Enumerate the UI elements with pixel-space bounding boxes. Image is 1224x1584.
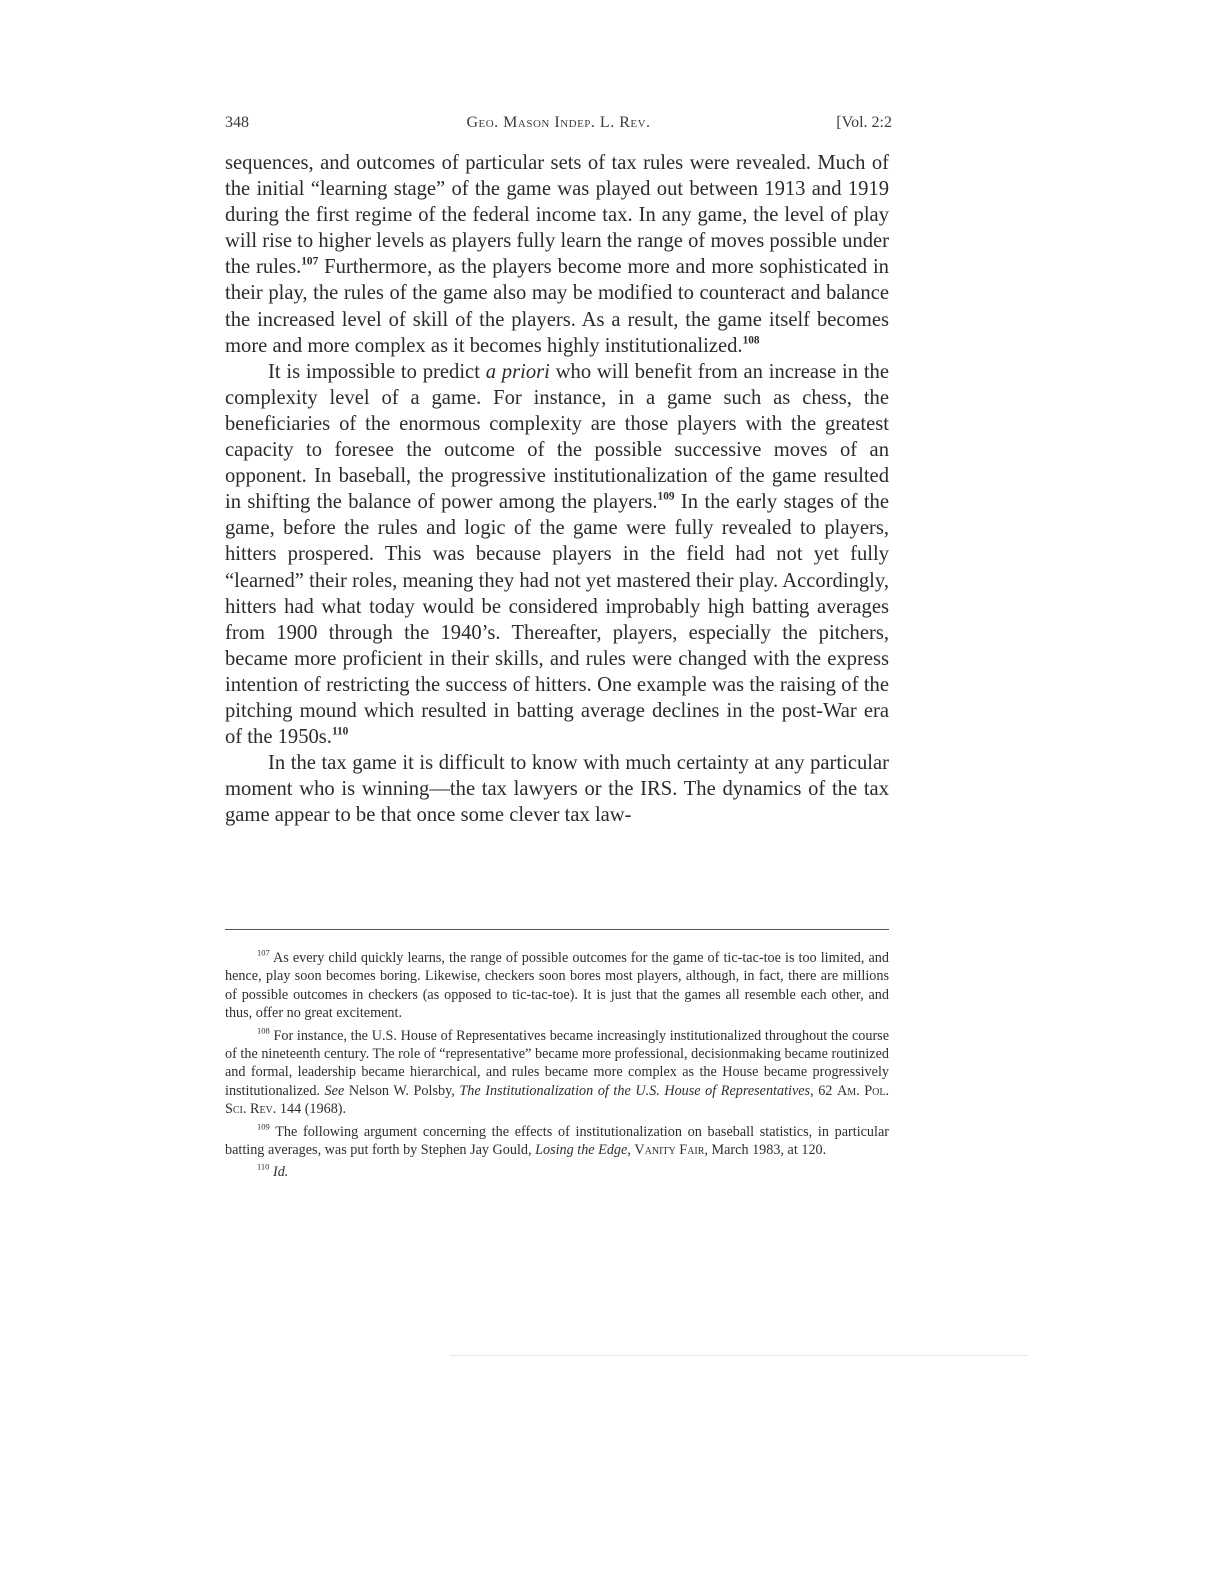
journal-title: Geo. Mason Indep. L. Rev. — [466, 114, 651, 131]
volume-label: [Vol. 2:2 — [836, 114, 892, 131]
footnote-107: $^{107}$ As every child quickly learns, the range of possible outcomes for the game of tic-tac-toe is too limited, and hence, play soon becomes boring. Likewise, checkers soon bores most players, although, in fact, there are millions of possible outcomes in checkers (as opposed to tic-tac-toe). It is just that the games all resemble each other, and thus, offer no great excitement. — [225, 947, 889, 1022]
page-number: 348 — [225, 114, 249, 131]
footnote-ref-109: 109 — [657, 490, 675, 503]
footnote-110: $^{110}$ Id. — [257, 1162, 289, 1181]
footnote-divider — [225, 929, 889, 930]
scan-artifact-line — [450, 1355, 1028, 1356]
footnote-109: $^{109}$ The following argument concerning the effects of institutionalization on baseball statistics, in particular batting averages, was put forth by Stephen Jay Gould, Losing the Edge, Vanity Fair, March 1983, at 120. — [225, 1121, 889, 1159]
main-text — [225, 150, 889, 828]
footnote-ref-107: 107 — [301, 255, 319, 268]
footnote-ref-108: 108 — [742, 334, 760, 347]
footnotes — [225, 949, 889, 1186]
running-header — [225, 114, 892, 140]
paragraph-3: In the tax game it is difficult to know with much certainty at any particular moment who is winning—the tax lawyers or the IRS. The dynamics of the tax game appear to be that once some clever tax law- — [225, 752, 889, 827]
paragraph-2: It is impossible to predict a priori who will benefit from an increase in the complexity level of a game. For instance, in a game such as chess, the beneficiaries of the enormous complexity are those players with the greatest capacity to foresee the outcome of the possible successive moves of an opponent. In baseball, the progressive institutionalization of the game resulted in shifting the balance of power among the players.$^{109}$ In the early stages of the game, before the rules and logic of the game were fully revealed to players, hitters prospered. This was because players in the field had not yet fully “learned” their roles, meaning they had not yet mastered their play. Accordingly, hitters had what today would be considered improbably high batting averages from 1900 through the 1940’s. Thereafter, players, especially the pitchers, became more proficient in their skills, and rules were changed with the express intention of restricting the success of hitters. One example was the raising of the pitching mound which resulted in batting average declines in the post-War era of the 1950s.$^{110}$ — [225, 360, 889, 749]
footnote-ref-110: 110 — [331, 725, 349, 738]
footnote-108: $^{108}$ For instance, the U.S. House of Representatives became increasingly institutionalized throughout the course of the nineteenth century. The role of “representative” became more professional, decisionmaking became routinized and formal, leadership became hierarchical, and rules became more complex as the House became progressively institutionalized. See Nelson W. Polsby, The Institutionalization of the U.S. House of Representatives, 62 Am. Pol. Sci. Rev. 144 (1968). — [225, 1025, 889, 1118]
paragraph-1: sequences, and outcomes of particular sets of tax rules were revealed. Much of the initial “learning stage” of the game was played out between 1913 and 1919 during the first regime of the federal income tax. In any game, the level of play will rise to higher levels as players fully learn the range of moves possible under the rules.$^{107}$ Furthermore, as the players become more and more sophisticated in their play, the rules of the game also may be modified to counteract and balance the increased level of skill of the players. As a result, the game itself becomes more and more complex as it becomes highly institutionalized.$^{108}$ — [225, 152, 889, 357]
